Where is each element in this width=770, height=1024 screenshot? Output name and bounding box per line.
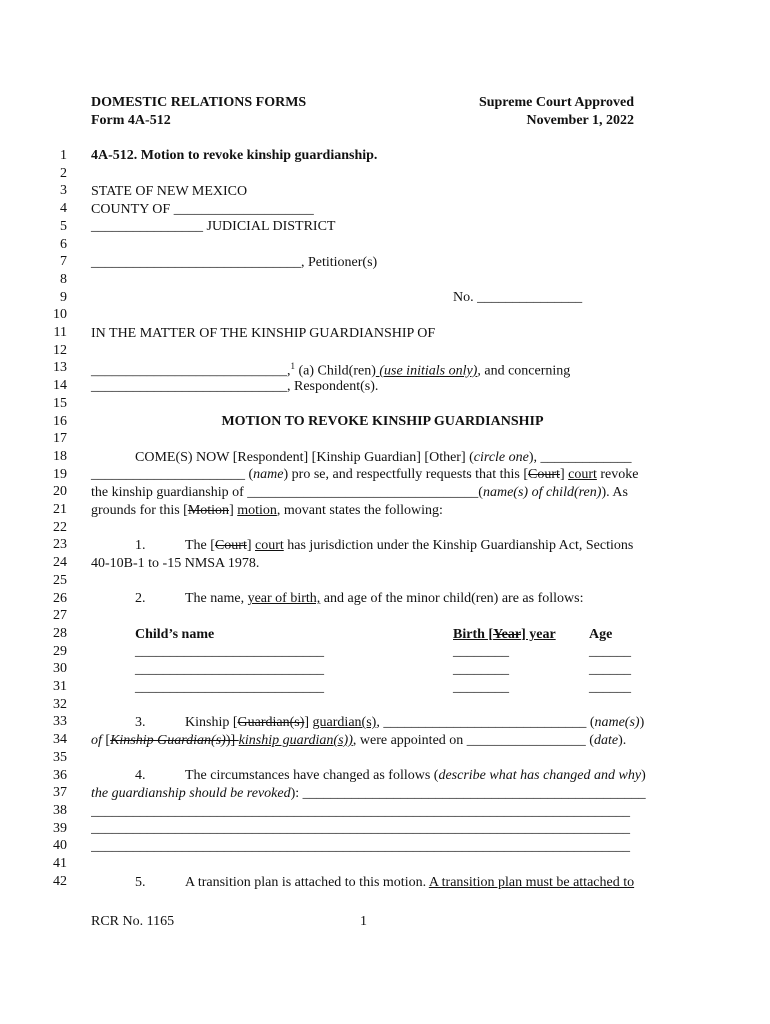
line-number: 18: [53, 448, 67, 464]
county-line: COUNTY OF ____________________: [91, 201, 314, 217]
line-number: 38: [53, 802, 67, 818]
line-number: 25: [53, 572, 67, 588]
col-age: Age: [589, 626, 613, 642]
petitioner-line: ______________________________, Petitioner(s): [91, 255, 378, 270]
initials-note: (use initials only): [375, 363, 478, 379]
line-number: 40: [53, 838, 67, 854]
line-number: 42: [53, 873, 67, 889]
line-number: 17: [53, 431, 67, 447]
rcr-number: RCR No. 1165: [91, 914, 175, 929]
line-number: 1: [60, 148, 67, 163]
form-title: 4A-512. Motion to revoke kinship guardianship.: [91, 148, 378, 163]
item-1-line-1: 1. The [Court] court has jurisdiction under the Kinship Guardianship Act, Sections: [135, 538, 634, 554]
line-number: 4: [60, 201, 67, 217]
line-number: 35: [53, 749, 67, 765]
item-3-line-2: of [Kinship Guardian(s))] kinship guardian(s)), were appointed on _________________ (date).: [91, 732, 627, 748]
line-number: 8: [60, 271, 67, 287]
line-number: 2: [60, 165, 67, 181]
line-number: 29: [53, 643, 67, 659]
line-number: 16: [53, 413, 67, 429]
line-number: 14: [53, 378, 67, 394]
district-line: ________________ JUDICIAL DISTRICT: [91, 219, 336, 235]
page-footer: [91, 914, 391, 930]
item-1-line-2: 40-10B-1 to -15 NMSA 1978.: [91, 555, 260, 571]
item-2-line: 2. The name, year of birth, and age of the minor child(ren) are as follows:: [135, 591, 584, 607]
header-date: November 1, 2022: [526, 112, 634, 128]
paragraph-1-line-3: the kinship guardianship of _________________________________(name(s) of child(ren)). As: [91, 485, 628, 501]
line-number: 39: [53, 820, 67, 836]
col-birth-year: Birth [Year] year: [453, 626, 556, 642]
line-number: 10: [53, 307, 67, 323]
line-number: 33: [53, 714, 67, 730]
item-4-line-2: the guardianship should be revoked): _________________________________________________: [91, 786, 646, 801]
line-number: 26: [53, 590, 67, 606]
line-number: 7: [60, 254, 67, 270]
line-number: 24: [53, 555, 67, 571]
line-number: 12: [53, 342, 67, 358]
header-right: [479, 94, 634, 129]
line-number: 3: [60, 183, 67, 199]
line-number: 22: [53, 519, 67, 535]
line-number: 21: [53, 502, 67, 517]
footnote-ref: 1: [290, 361, 295, 372]
item-4-blank-line: _____________________________________________________________________________: [91, 803, 630, 819]
line-number: 9: [60, 289, 67, 305]
line-number: 6: [60, 236, 67, 252]
line-number: 23: [53, 537, 67, 553]
line-number: 15: [53, 395, 67, 411]
item-3-line-1: 3. Kinship [Guardian(s)] guardian(s), _____________________________ (name(s)): [135, 715, 645, 731]
line-number: 41: [53, 856, 67, 871]
paragraph-1-line-4: grounds for this [Motion] motion, movant states the following:: [91, 502, 443, 518]
header-forms-title: DOMESTIC RELATIONS FORMS: [91, 95, 307, 110]
item-4-blank-line: _____________________________________________________________________________: [91, 839, 630, 855]
matter-line: IN THE MATTER OF THE KINSHIP GUARDIANSHIP OF: [91, 325, 436, 341]
case-number: No. _______________: [453, 290, 583, 306]
header-left: [91, 94, 306, 129]
line-number: 37: [53, 785, 67, 801]
page-number: 1: [360, 914, 367, 929]
line-number: 11: [53, 325, 67, 340]
concerning-text: , and concerning: [477, 363, 571, 379]
state-line: STATE OF NEW MEXICO: [91, 184, 248, 199]
item-4-blank-line: _____________________________________________________________________________: [91, 821, 630, 837]
col-childs-name: Child’s name: [135, 626, 215, 642]
paragraph-1-line-2: ______________________ (name) pro se, and respectfully requests that this [Court] court revoke: [91, 467, 639, 483]
paragraph-1-line-1: COME(S) NOW [Respondent] [Kinship Guardian] [Other] (circle one), _____________: [135, 449, 632, 465]
line-number: 30: [53, 661, 67, 677]
line-number: 5: [60, 218, 67, 234]
line-number: 19: [53, 466, 67, 482]
item-4-line-1: 4. The circumstances have changed as follows (describe what has changed and why): [135, 768, 646, 784]
child-blank: ____________________________,: [91, 363, 291, 379]
line-number: 36: [53, 767, 67, 783]
line-number: 20: [53, 484, 67, 500]
line-number: 28: [53, 625, 67, 641]
motion-heading: MOTION TO REVOKE KINSHIP GUARDIANSHIP: [221, 414, 544, 430]
child-line: [91, 361, 674, 380]
child-label: (a) Child(ren): [295, 363, 376, 379]
line-number: 31: [53, 679, 67, 694]
line-number: 13: [53, 360, 67, 376]
line-number: 27: [53, 608, 67, 624]
header-form-number: Form 4A-512: [91, 112, 171, 128]
line-number: 34: [53, 732, 67, 748]
respondent-line: ____________________________, Respondent(s).: [91, 378, 379, 394]
line-number: 32: [53, 696, 67, 712]
item-5-line: 5. A transition plan is attached to this motion. A transition plan must be attached to: [135, 874, 635, 890]
header-approval: Supreme Court Approved: [478, 95, 634, 110]
